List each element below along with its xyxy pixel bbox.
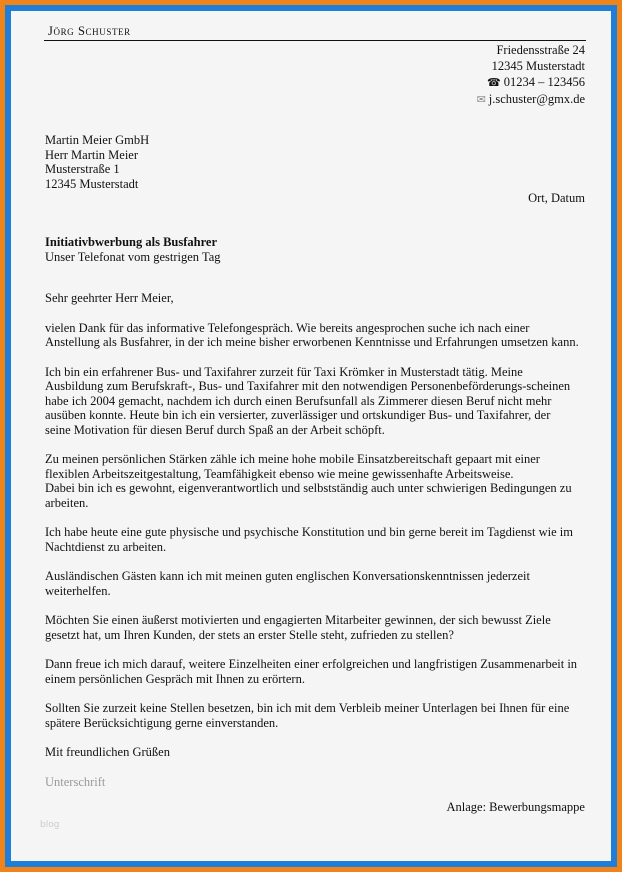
header-rule bbox=[44, 40, 586, 41]
paragraph-line: habe ich 2004 gemacht, nachdem ich durch einen Berufsunfall als Zimmerer diesen Beruf nicht mehr bbox=[45, 393, 552, 408]
recipient-line: Musterstraße 1 bbox=[45, 162, 120, 176]
sender-name: Jörg Schuster bbox=[48, 24, 131, 38]
paragraph-line: weiterhelfen. bbox=[45, 583, 111, 598]
sender-email: j.schuster@gmx.de bbox=[488, 92, 585, 106]
phone-icon: ☎ bbox=[487, 77, 501, 89]
body-paragraph bbox=[45, 701, 590, 730]
paragraph-line: Ausbildung zum Berufskraft-, Bus- und Taxifahrer mit den notwendigen Personenbeförderungs-scheinen bbox=[45, 379, 571, 393]
paragraph-line: vielen Dank für das informative Telefongespräch. Wie bereits angesprochen suche ich nach einer bbox=[45, 320, 530, 335]
place-date: Ort, Datum bbox=[528, 191, 585, 205]
recipient-line: Martin Meier GmbH bbox=[45, 133, 150, 147]
paragraph-line: Sollten Sie zurzeit keine Stellen besetzen, bin ich mit dem Verbleib meiner Unterlagen bei Ihnen für eine bbox=[45, 701, 570, 715]
body-paragraph bbox=[45, 525, 590, 554]
recipient-line: 12345 Musterstadt bbox=[45, 176, 139, 191]
signature: Unterschrift bbox=[45, 774, 106, 789]
paragraph-line: Zu meinen persönlichen Stärken zähle ich meine hohe mobile Einsatzbereitschaft gepaart mit einer bbox=[45, 452, 540, 466]
body-paragraph bbox=[45, 365, 590, 438]
paragraph-line: arbeiten. bbox=[45, 495, 89, 510]
sender-city: 12345 Musterstadt bbox=[491, 59, 585, 73]
body-paragraph bbox=[45, 569, 590, 598]
recipient-line: Herr Martin Meier bbox=[45, 147, 139, 162]
envelope-icon: ✉ bbox=[476, 94, 486, 106]
paragraph-line: Dabei bin ich es gewohnt, eigenverantwortlich und selbstständig auch unter schwierigen Bedingungen zu bbox=[45, 481, 572, 495]
sender-address bbox=[477, 42, 585, 108]
reference: Unser Telefonat vom gestrigen Tag bbox=[45, 249, 221, 264]
body-paragraph bbox=[45, 321, 590, 350]
paragraph-line: flexiblen Arbeitszeitgestaltung, Teamfähigkeit ebenso wie meine gewissenhafte Arbeitsweise. bbox=[45, 466, 514, 481]
sender-phone: 01234 – 123456 bbox=[503, 75, 585, 89]
sender-phone-line bbox=[477, 74, 585, 91]
salutation: Sehr geehrter Herr Meier, bbox=[45, 291, 174, 305]
sender-street: Friedensstraße 24 bbox=[496, 43, 585, 57]
paragraph-line: Ich bin ein erfahrener Bus- und Taxifahrer zurzeit für Taxi Krömker in Musterstadt tätig. Meine bbox=[45, 364, 523, 379]
sender-email-line bbox=[477, 91, 585, 108]
body-paragraph bbox=[45, 613, 590, 642]
paragraph-line: einem persönlichen Gespräch mit Ihnen zu erörtern. bbox=[45, 671, 305, 686]
paragraph-line: Möchten Sie einen äußerst motivierten und engagierten Mitarbeiter gewinnen, der sich bewusst Ziele bbox=[45, 613, 551, 627]
paragraph-line: Ausländischen Gästen kann ich mit meinen guten englischen Konversationskenntnissen jederzeit bbox=[45, 569, 530, 583]
paragraph-line: ausüben konnte. Heute bin ich ein versierter, zuverlässiger und ortskundiger Bus- und Taxifahrer, der bbox=[45, 408, 551, 422]
subject: Initiativbwerbung als Busfahrer bbox=[45, 235, 218, 249]
paragraph-line: Ich habe heute eine gute physische und psychische Konstitution und bin gerne bereit im Tagdienst wie im bbox=[45, 525, 573, 539]
enclosure: Anlage: Bewerbungsmappe bbox=[446, 800, 585, 814]
letter-body bbox=[45, 291, 590, 804]
body-paragraph bbox=[45, 657, 590, 686]
recipient-address bbox=[45, 133, 149, 191]
paragraph-line: Dann freue ich mich darauf, weitere Einzelheiten einer erfolgreichen und langfristigen Zusammenarbeit in bbox=[45, 657, 578, 671]
paragraph-line: seine Motivation für diesen Beruf durch Spaß an der Arbeit schöpft. bbox=[45, 422, 385, 437]
closing: Mit freundlichen Grüßen bbox=[45, 745, 170, 759]
body-paragraph bbox=[45, 452, 590, 510]
paragraph-line: Nachtdienst zu arbeiten. bbox=[45, 539, 167, 554]
subject-block bbox=[45, 235, 221, 264]
paragraph-line: spätere Berücksichtigung gerne einverstanden. bbox=[45, 715, 279, 730]
watermark: blog bbox=[40, 820, 60, 830]
paragraph-line: gesetzt hat, um Ihren Kunden, der stets an erster Stelle steht, zufrieden zu stellen? bbox=[45, 627, 454, 642]
paragraph-line: Anstellung als Busfahrer, in der ich meine bisher erworbenen Kenntnisse und Erfahrungen umsetzen kann. bbox=[45, 335, 579, 349]
